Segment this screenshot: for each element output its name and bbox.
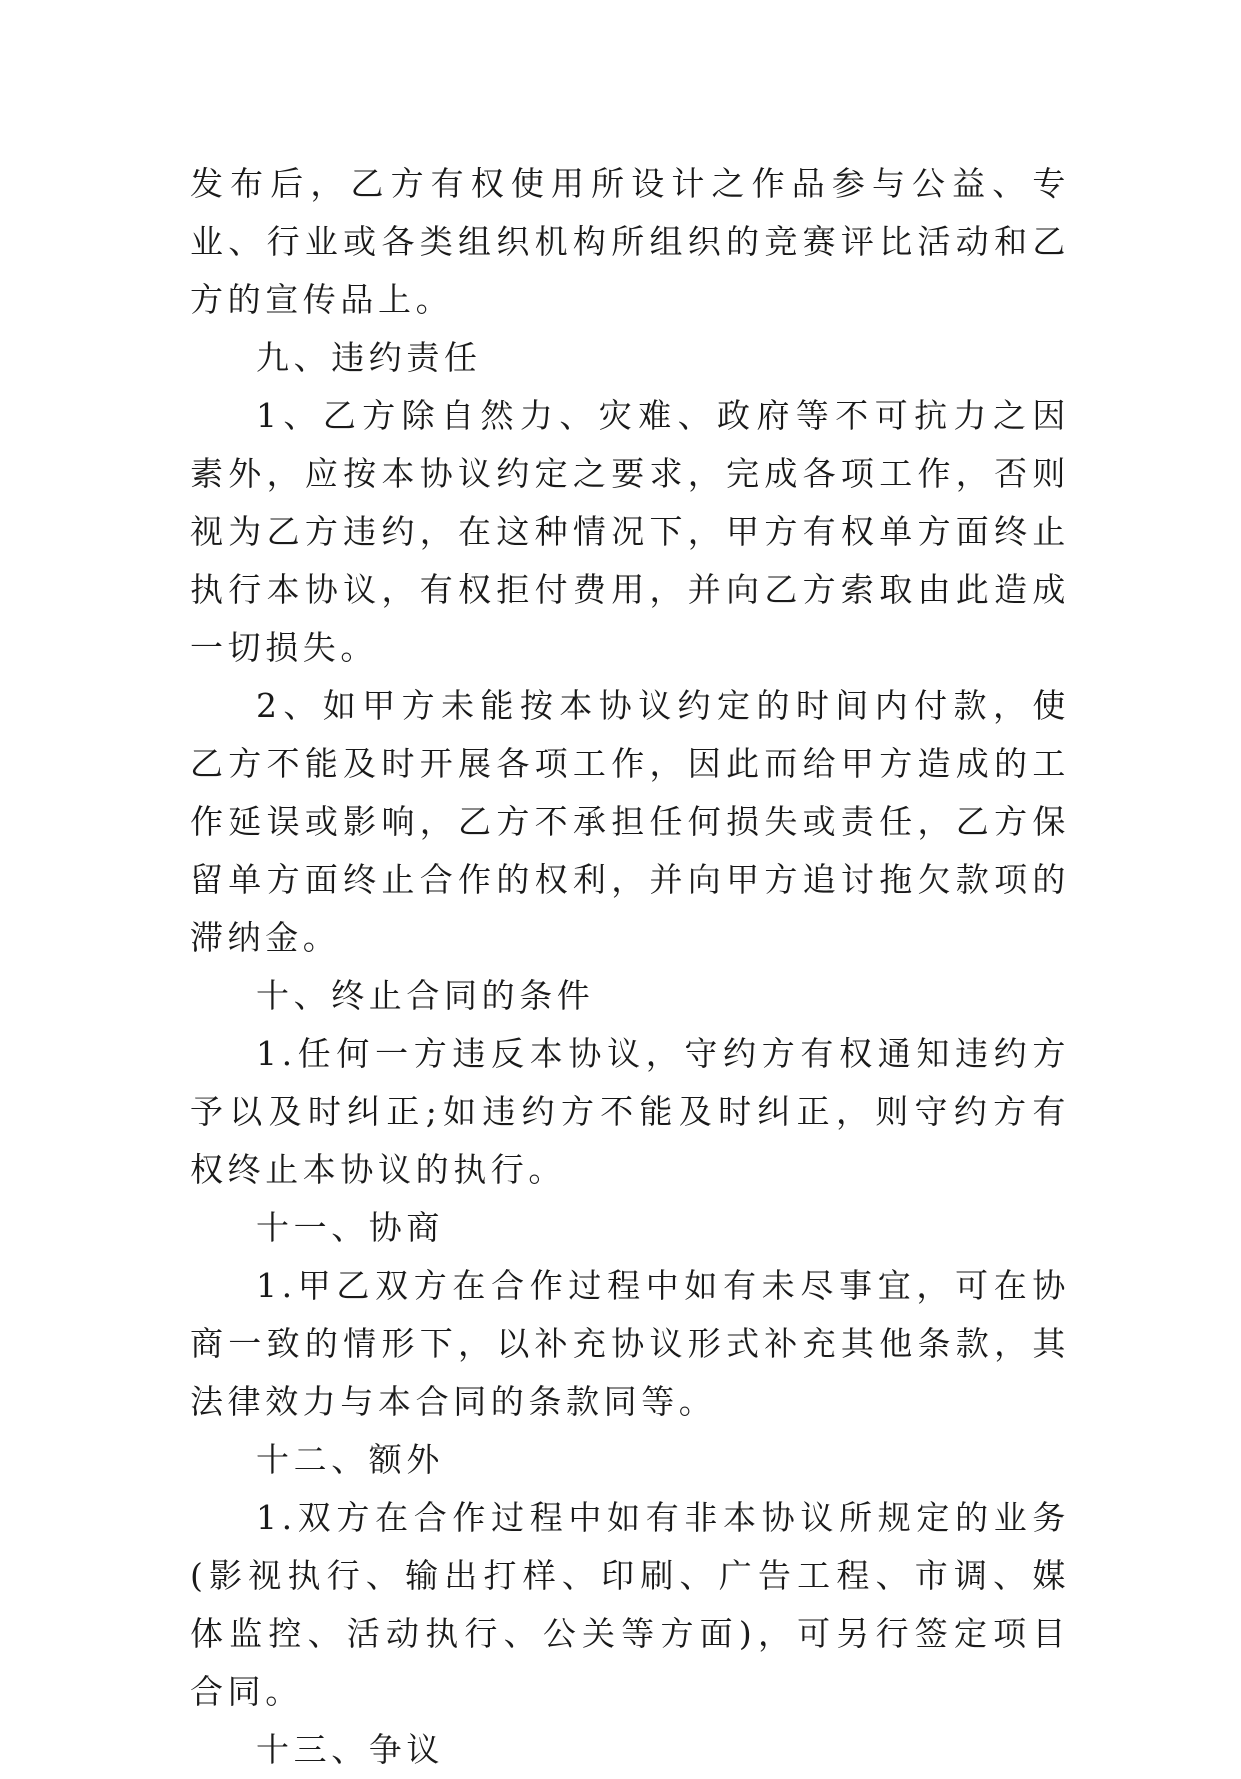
paragraph-breach-party-b: 1、乙方除自然力、灾难、政府等不可抗力之因素外，应按本协议约定之要求，完成各项工作，否则视为乙方违约，在这种情况下，甲方有权单方面终止执行本协议，有权拒付费用，并向乙方索取由此造成一切损失。 bbox=[190, 396, 1070, 667]
section-heading-dispute: 十三、争议 bbox=[256, 1730, 444, 1769]
paragraph-breach-party-a: 2、如甲方未能按本协议约定的时间内付款，使乙方不能及时开展各项工作，因此而给甲方造成的工作延误或影响，乙方不承担任何损失或责任，乙方保留单方面终止合作的权利，并向甲方追讨拖欠款项的滞纳金。 bbox=[190, 686, 1070, 957]
section-heading-negotiation: 十一、协商 bbox=[256, 1208, 444, 1247]
section-heading-breach: 九、违约责任 bbox=[256, 338, 482, 377]
contract-body bbox=[190, 155, 1070, 1779]
paragraph-additional-clause: 1.双方在合作过程中如有非本协议所规定的业务(影视执行、输出打样、印刷、广告工程、市调、媒体监控、活动执行、公关等方面)，可另行签定项目合同。 bbox=[190, 1498, 1070, 1711]
paragraph-negotiation-clause: 1.甲乙双方在合作过程中如有未尽事宜，可在协商一致的情形下，以补充协议形式补充其他条款，其法律效力与本合同的条款同等。 bbox=[190, 1266, 1070, 1421]
paragraph-publication-rights: 发布后，乙方有权使用所设计之作品参与公益、专业、行业或各类组织机构所组织的竞赛评比活动和乙方的宣传品上。 bbox=[190, 164, 1070, 319]
section-heading-additional: 十二、额外 bbox=[256, 1440, 444, 1479]
paragraph-termination-clause: 1.任何一方违反本协议，守约方有权通知违约方予以及时纠正;如违约方不能及时纠正，则守约方有权终止本协议的执行。 bbox=[190, 1034, 1070, 1189]
section-heading-termination: 十、终止合同的条件 bbox=[256, 976, 595, 1015]
